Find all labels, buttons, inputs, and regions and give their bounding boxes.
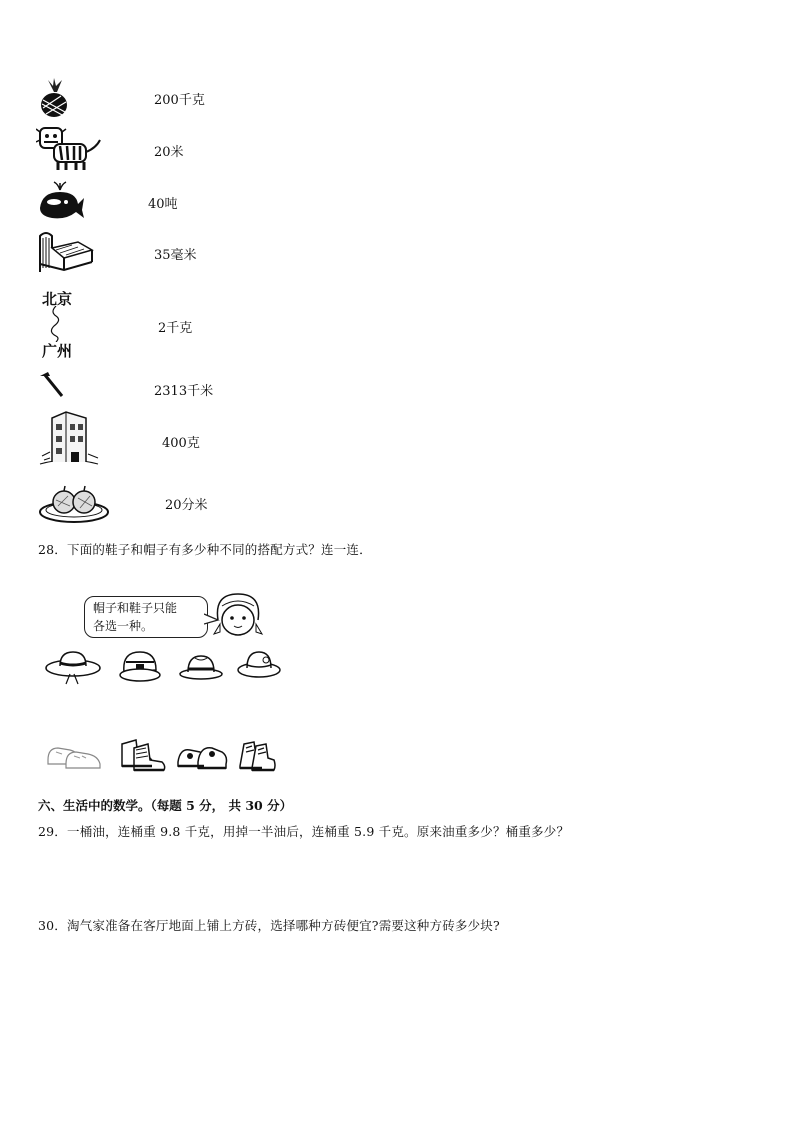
hat-3-picture bbox=[178, 652, 224, 682]
map-label-guangzhou: 广州 bbox=[42, 342, 73, 360]
unit-label-4: 35毫米 bbox=[154, 248, 197, 263]
unit-label-6: 2313千米 bbox=[154, 384, 214, 399]
speech-bubble-line-2: 各选一种。 bbox=[93, 619, 154, 633]
girl-picture bbox=[212, 590, 264, 642]
question-28-text: 28．下面的鞋子和帽子有多少种不同的搭配方式？连一连． bbox=[38, 542, 372, 557]
whale-picture bbox=[36, 180, 86, 222]
unit-label-8: 20分米 bbox=[165, 498, 208, 513]
unit-label-1: 200千克 bbox=[154, 93, 205, 108]
tiger-picture bbox=[36, 124, 102, 172]
unit-label-2: 20米 bbox=[154, 145, 184, 160]
shoes-3-picture bbox=[174, 738, 230, 772]
apples-picture bbox=[38, 482, 110, 524]
speech-bubble bbox=[84, 596, 208, 638]
shoes-4-picture bbox=[236, 736, 278, 774]
hat-4-picture bbox=[236, 646, 282, 682]
map-label-beijing: 北京 bbox=[42, 290, 73, 308]
bed-picture bbox=[36, 228, 94, 274]
shoes-2-picture bbox=[116, 734, 168, 774]
unit-label-3: 40吨 bbox=[148, 197, 178, 212]
question-30-text: 30．淘气家准备在客厅地面上铺上方砖，选择哪种方砖便宜?需要这种方砖多少块? bbox=[38, 918, 500, 933]
shoes-1-picture bbox=[44, 738, 104, 772]
map-picture bbox=[40, 288, 84, 360]
pineapple-picture bbox=[36, 78, 72, 118]
building-picture bbox=[38, 410, 100, 466]
unit-label-5: 2千克 bbox=[158, 321, 193, 336]
hat-1-picture bbox=[44, 646, 102, 686]
hat-2-picture bbox=[118, 648, 162, 684]
unit-label-7: 400克 bbox=[162, 436, 200, 451]
speech-bubble-line-1: 帽子和鞋子只能 bbox=[93, 601, 178, 615]
question-29-text: 29．一桶油，连桶重 9.8 千克，用掉一半油后，连桶重 5.9 千克。原来油重多少？桶重多少？ bbox=[38, 824, 570, 839]
section-6-title: 六、生活中的数学。（每题 5 分， 共 30 分） bbox=[38, 798, 293, 813]
nail-picture bbox=[38, 372, 66, 398]
